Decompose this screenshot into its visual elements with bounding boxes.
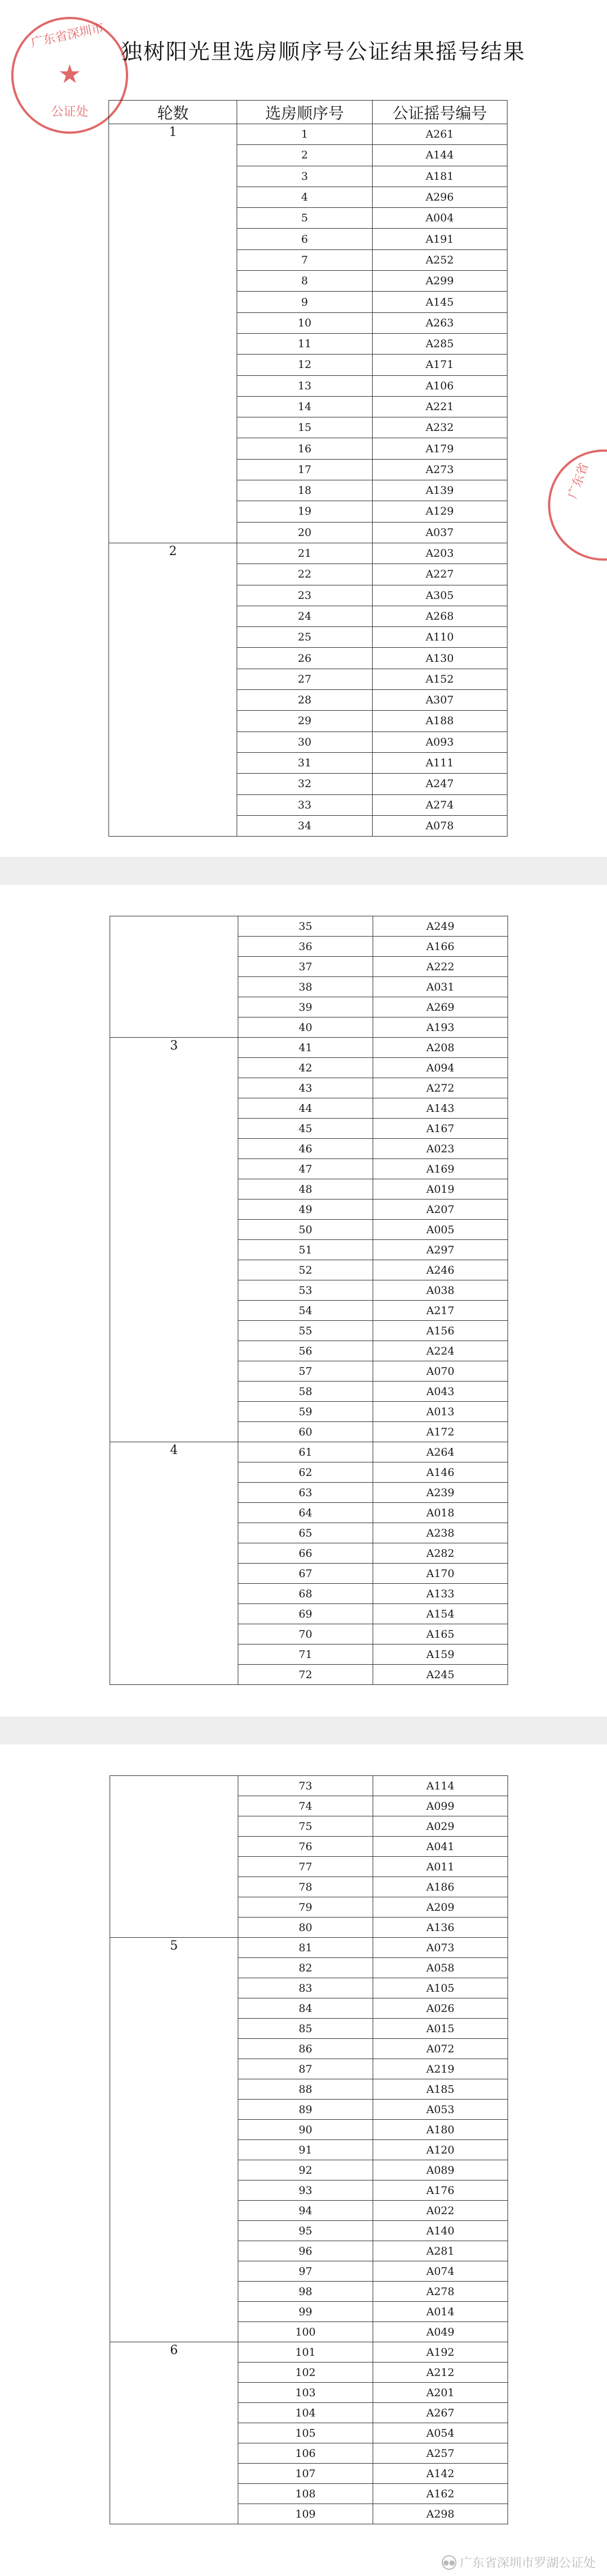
lottery-code-cell: A221 xyxy=(372,396,507,417)
lottery-code-cell: A232 xyxy=(372,417,507,438)
order-number-cell: 26 xyxy=(237,648,372,669)
lottery-code-cell: A207 xyxy=(373,1200,508,1220)
lottery-code-cell: A043 xyxy=(373,1382,508,1402)
order-number-cell: 90 xyxy=(238,2120,373,2140)
order-number-cell: 34 xyxy=(237,815,372,836)
order-number-cell: 18 xyxy=(237,480,372,501)
lottery-code-cell: A094 xyxy=(373,1058,508,1078)
round-cell xyxy=(110,1776,238,1938)
order-number-cell: 92 xyxy=(238,2160,373,2180)
order-number-cell: 13 xyxy=(237,375,372,396)
order-number-cell: 59 xyxy=(238,1402,373,1422)
table-row xyxy=(110,1442,508,1462)
order-number-cell: 95 xyxy=(238,2221,373,2241)
lottery-code-cell: A208 xyxy=(373,1038,508,1058)
order-number-cell: 58 xyxy=(238,1382,373,1402)
order-number-cell: 81 xyxy=(238,1938,373,1958)
lottery-code-cell: A166 xyxy=(373,937,508,957)
lottery-code-cell: A110 xyxy=(372,627,507,648)
lottery-code-cell: A093 xyxy=(372,732,507,752)
order-number-cell: 1 xyxy=(237,124,372,145)
order-number-cell: 55 xyxy=(238,1321,373,1341)
lottery-code-cell: A299 xyxy=(372,271,507,292)
order-number-cell: 14 xyxy=(237,396,372,417)
order-number-cell: 29 xyxy=(237,711,372,732)
lottery-code-cell: A224 xyxy=(373,1341,508,1361)
wechat-watermark xyxy=(442,2554,596,2571)
order-number-cell: 66 xyxy=(238,1543,373,1564)
table-row xyxy=(110,2342,508,2363)
seal-bottom-text: 公证处 xyxy=(51,105,88,119)
lottery-code-cell: A139 xyxy=(372,480,507,501)
lottery-code-cell: A136 xyxy=(373,1918,508,1938)
lottery-code-cell: A238 xyxy=(373,1523,508,1543)
order-number-cell: 22 xyxy=(237,564,372,585)
lottery-code-cell: A031 xyxy=(373,977,508,997)
order-number-cell: 40 xyxy=(238,1017,373,1038)
order-number-cell: 25 xyxy=(237,627,372,648)
lottery-code-cell: A018 xyxy=(373,1503,508,1523)
lottery-code-cell: A252 xyxy=(372,249,507,270)
round-cell xyxy=(110,916,238,1038)
order-number-cell: 78 xyxy=(238,1877,373,1897)
lottery-code-cell: A058 xyxy=(373,1958,508,1978)
lottery-code-cell: A263 xyxy=(372,312,507,333)
order-number-cell: 70 xyxy=(238,1624,373,1644)
lottery-code-cell: A181 xyxy=(372,166,507,187)
lottery-code-cell: A269 xyxy=(373,997,508,1017)
lottery-result-table-page-2 xyxy=(110,916,508,1685)
order-number-cell: 23 xyxy=(237,585,372,606)
order-number-cell: 103 xyxy=(238,2383,373,2403)
lottery-code-cell: A209 xyxy=(373,1897,508,1918)
lottery-code-cell: A179 xyxy=(372,438,507,459)
lottery-code-cell: A120 xyxy=(373,2140,508,2160)
order-number-cell: 84 xyxy=(238,1998,373,2019)
lottery-code-cell: A272 xyxy=(373,1078,508,1098)
table-row xyxy=(110,1038,508,1058)
order-number-cell: 77 xyxy=(238,1857,373,1877)
order-number-cell: 32 xyxy=(237,774,372,794)
order-number-cell: 50 xyxy=(238,1220,373,1240)
lottery-code-cell: A014 xyxy=(373,2302,508,2322)
table-row xyxy=(110,1776,508,1796)
lottery-code-cell: A165 xyxy=(373,1624,508,1644)
lottery-code-cell: A296 xyxy=(372,187,507,207)
order-number-cell: 2 xyxy=(237,145,372,166)
lottery-code-cell: A130 xyxy=(372,648,507,669)
order-number-cell: 47 xyxy=(238,1159,373,1179)
lottery-code-cell: A129 xyxy=(372,501,507,522)
order-number-cell: 93 xyxy=(238,2180,373,2201)
lottery-code-cell: A171 xyxy=(372,355,507,375)
order-number-cell: 6 xyxy=(237,229,372,249)
lottery-code-cell: A142 xyxy=(373,2464,508,2484)
wechat-logo-icon: ●● xyxy=(442,2555,456,2570)
order-number-cell: 79 xyxy=(238,1897,373,1918)
order-number-cell: 52 xyxy=(238,1260,373,1280)
lottery-code-cell: A169 xyxy=(373,1159,508,1179)
lottery-code-cell: A015 xyxy=(373,2019,508,2039)
order-number-cell: 108 xyxy=(238,2484,373,2504)
lottery-code-cell: A192 xyxy=(373,2342,508,2363)
order-number-cell: 7 xyxy=(237,249,372,270)
seal-star-icon: ★ xyxy=(58,58,81,89)
round-cell xyxy=(110,1938,238,2342)
table-row xyxy=(109,124,508,145)
lottery-code-cell: A297 xyxy=(373,1240,508,1260)
lottery-code-cell: A005 xyxy=(373,1220,508,1240)
round-cell xyxy=(109,124,237,543)
order-number-cell: 53 xyxy=(238,1280,373,1301)
order-number-cell: 48 xyxy=(238,1179,373,1200)
round-label: 4 xyxy=(170,1443,178,1457)
order-number-cell: 69 xyxy=(238,1604,373,1624)
lottery-code-cell: A074 xyxy=(373,2261,508,2282)
order-number-cell: 102 xyxy=(238,2363,373,2383)
page-gap xyxy=(0,1716,607,1744)
lottery-code-cell: A152 xyxy=(372,669,507,689)
lottery-code-cell: A267 xyxy=(373,2403,508,2423)
order-number-cell: 56 xyxy=(238,1341,373,1361)
lottery-code-cell: A239 xyxy=(373,1483,508,1503)
order-number-cell: 11 xyxy=(237,333,372,354)
order-number-cell: 33 xyxy=(237,794,372,815)
lottery-code-cell: A041 xyxy=(373,1837,508,1857)
order-number-cell: 42 xyxy=(238,1058,373,1078)
order-number-cell: 76 xyxy=(238,1837,373,1857)
lottery-code-cell: A172 xyxy=(373,1422,508,1442)
lottery-code-cell: A285 xyxy=(372,333,507,354)
order-number-cell: 75 xyxy=(238,1816,373,1837)
lottery-code-cell: A247 xyxy=(372,774,507,794)
lottery-code-cell: A249 xyxy=(373,916,508,937)
order-number-cell: 15 xyxy=(237,417,372,438)
lottery-code-cell: A078 xyxy=(372,815,507,836)
lottery-code-cell: A111 xyxy=(372,752,507,773)
order-number-cell: 83 xyxy=(238,1978,373,1998)
lottery-code-cell: A154 xyxy=(373,1604,508,1624)
lottery-code-cell: A257 xyxy=(373,2443,508,2464)
order-number-cell: 72 xyxy=(238,1665,373,1685)
lottery-code-cell: A264 xyxy=(373,1442,508,1462)
lottery-code-cell: A023 xyxy=(373,1139,508,1159)
order-number-cell: 73 xyxy=(238,1776,373,1796)
page-gap xyxy=(0,857,607,885)
order-number-cell: 17 xyxy=(237,459,372,480)
table-row xyxy=(109,543,508,564)
lottery-code-cell: A176 xyxy=(373,2180,508,2201)
lottery-code-cell: A298 xyxy=(373,2504,508,2524)
order-number-cell: 104 xyxy=(238,2403,373,2423)
lottery-code-cell: A273 xyxy=(372,459,507,480)
lottery-code-cell: A180 xyxy=(373,2120,508,2140)
table-row xyxy=(110,1938,508,1958)
lottery-code-cell: A004 xyxy=(372,208,507,229)
lottery-code-cell: A282 xyxy=(373,1543,508,1564)
lottery-code-cell: A070 xyxy=(373,1361,508,1382)
lottery-code-cell: A274 xyxy=(372,794,507,815)
lottery-code-cell: A170 xyxy=(373,1564,508,1584)
order-number-cell: 9 xyxy=(237,292,372,312)
lottery-code-cell: A159 xyxy=(373,1644,508,1665)
lottery-code-cell: A281 xyxy=(373,2241,508,2261)
order-number-cell: 19 xyxy=(237,501,372,522)
order-number-cell: 3 xyxy=(237,166,372,187)
seal-fragment-text: 广东省 xyxy=(565,461,592,501)
round-label: 5 xyxy=(170,1939,178,1953)
order-number-cell: 105 xyxy=(238,2423,373,2443)
order-number-cell: 45 xyxy=(238,1119,373,1139)
round-label: 3 xyxy=(170,1039,178,1053)
lottery-code-cell: A146 xyxy=(373,1462,508,1483)
lottery-code-cell: A193 xyxy=(373,1017,508,1038)
order-number-cell: 86 xyxy=(238,2039,373,2059)
order-number-cell: 100 xyxy=(238,2322,373,2342)
lottery-code-cell: A268 xyxy=(372,606,507,626)
lottery-code-cell: A246 xyxy=(373,1260,508,1280)
order-number-cell: 39 xyxy=(238,997,373,1017)
lottery-code-cell: A222 xyxy=(373,957,508,977)
watermark-text: 广东省深圳市罗湖公证处 xyxy=(459,2556,596,2570)
order-number-cell: 37 xyxy=(238,957,373,977)
table-row xyxy=(110,916,508,937)
lottery-code-cell: A191 xyxy=(372,229,507,249)
lottery-code-cell: A029 xyxy=(373,1816,508,1837)
lottery-code-cell: A105 xyxy=(373,1978,508,1998)
order-number-cell: 74 xyxy=(238,1796,373,1816)
order-number-cell: 85 xyxy=(238,2019,373,2039)
lottery-code-cell: A186 xyxy=(373,1877,508,1897)
lottery-code-cell: A013 xyxy=(373,1402,508,1422)
order-number-cell: 68 xyxy=(238,1584,373,1604)
lottery-result-table-page-1 xyxy=(108,100,508,837)
order-number-cell: 57 xyxy=(238,1361,373,1382)
lottery-code-cell: A099 xyxy=(373,1796,508,1816)
order-number-cell: 24 xyxy=(237,606,372,626)
lottery-code-cell: A106 xyxy=(372,375,507,396)
lottery-code-cell: A019 xyxy=(373,1179,508,1200)
lottery-code-cell: A049 xyxy=(373,2322,508,2342)
order-number-cell: 67 xyxy=(238,1564,373,1584)
lottery-code-cell: A053 xyxy=(373,2100,508,2120)
round-cell xyxy=(110,2342,238,2524)
order-number-cell: 82 xyxy=(238,1958,373,1978)
lottery-code-cell: A219 xyxy=(373,2059,508,2079)
order-number-cell: 36 xyxy=(238,937,373,957)
order-number-cell: 5 xyxy=(237,208,372,229)
round-label: 2 xyxy=(169,544,177,558)
lottery-code-cell: A144 xyxy=(372,145,507,166)
header-round: 轮数 xyxy=(109,101,237,124)
order-number-cell: 43 xyxy=(238,1078,373,1098)
lottery-code-cell: A145 xyxy=(372,292,507,312)
lottery-code-cell: A227 xyxy=(372,564,507,585)
order-number-cell: 31 xyxy=(237,752,372,773)
lottery-code-cell: A185 xyxy=(373,2079,508,2100)
order-number-cell: 87 xyxy=(238,2059,373,2079)
order-number-cell: 4 xyxy=(237,187,372,207)
order-number-cell: 61 xyxy=(238,1442,373,1462)
round-cell xyxy=(109,543,237,836)
order-number-cell: 94 xyxy=(238,2201,373,2221)
order-number-cell: 46 xyxy=(238,1139,373,1159)
order-number-cell: 62 xyxy=(238,1462,373,1483)
lottery-code-cell: A278 xyxy=(373,2282,508,2302)
lottery-code-cell: A026 xyxy=(373,1998,508,2019)
order-number-cell: 80 xyxy=(238,1918,373,1938)
seal-arc-text: 广东省深圳市 xyxy=(29,21,106,51)
order-number-cell: 60 xyxy=(238,1422,373,1442)
order-number-cell: 71 xyxy=(238,1644,373,1665)
order-number-cell: 101 xyxy=(238,2342,373,2363)
lottery-result-table-page-3 xyxy=(110,1775,508,2524)
order-number-cell: 88 xyxy=(238,2079,373,2100)
order-number-cell: 97 xyxy=(238,2261,373,2282)
order-number-cell: 54 xyxy=(238,1301,373,1321)
lottery-code-cell: A114 xyxy=(373,1776,508,1796)
order-number-cell: 21 xyxy=(237,543,372,564)
order-number-cell: 16 xyxy=(237,438,372,459)
lottery-code-cell: A089 xyxy=(373,2160,508,2180)
lottery-code-cell: A054 xyxy=(373,2423,508,2443)
order-number-cell: 8 xyxy=(237,271,372,292)
round-label xyxy=(110,1776,238,1777)
order-number-cell: 107 xyxy=(238,2464,373,2484)
lottery-code-cell: A143 xyxy=(373,1098,508,1119)
lottery-code-cell: A261 xyxy=(372,124,507,145)
header-code: 公证摇号编号 xyxy=(372,101,507,124)
order-number-cell: 27 xyxy=(237,669,372,689)
lottery-code-cell: A203 xyxy=(372,543,507,564)
order-number-cell: 99 xyxy=(238,2302,373,2322)
lottery-code-cell: A245 xyxy=(373,1665,508,1685)
order-number-cell: 63 xyxy=(238,1483,373,1503)
lottery-code-cell: A162 xyxy=(373,2484,508,2504)
lottery-code-cell: A217 xyxy=(373,1301,508,1321)
order-number-cell: 51 xyxy=(238,1240,373,1260)
round-label: 6 xyxy=(170,2343,178,2357)
round-label xyxy=(110,916,238,917)
round-cell xyxy=(110,1038,238,1442)
lottery-code-cell: A188 xyxy=(372,711,507,732)
round-label: 1 xyxy=(169,125,177,139)
lottery-code-cell: A307 xyxy=(372,690,507,711)
lottery-code-cell: A037 xyxy=(372,522,507,543)
lottery-code-cell: A072 xyxy=(373,2039,508,2059)
lottery-code-cell: A167 xyxy=(373,1119,508,1139)
lottery-code-cell: A212 xyxy=(373,2363,508,2383)
order-number-cell: 12 xyxy=(237,355,372,375)
lottery-code-cell: A201 xyxy=(373,2383,508,2403)
lottery-code-cell: A038 xyxy=(373,1280,508,1301)
order-number-cell: 64 xyxy=(238,1503,373,1523)
document-title: 独树阳光里选房顺序号公证结果摇号结果 xyxy=(120,39,526,64)
order-number-cell: 20 xyxy=(237,522,372,543)
lottery-code-cell: A022 xyxy=(373,2201,508,2221)
order-number-cell: 41 xyxy=(238,1038,373,1058)
order-number-cell: 49 xyxy=(238,1200,373,1220)
order-number-cell: 91 xyxy=(238,2140,373,2160)
lottery-code-cell: A011 xyxy=(373,1857,508,1877)
order-number-cell: 28 xyxy=(237,690,372,711)
order-number-cell: 44 xyxy=(238,1098,373,1119)
order-number-cell: 38 xyxy=(238,977,373,997)
table-header-row xyxy=(109,101,508,124)
lottery-code-cell: A140 xyxy=(373,2221,508,2241)
lottery-code-cell: A305 xyxy=(372,585,507,606)
order-number-cell: 109 xyxy=(238,2504,373,2524)
order-number-cell: 106 xyxy=(238,2443,373,2464)
lottery-code-cell: A156 xyxy=(373,1321,508,1341)
order-number-cell: 96 xyxy=(238,2241,373,2261)
order-number-cell: 98 xyxy=(238,2282,373,2302)
order-number-cell: 10 xyxy=(237,312,372,333)
order-number-cell: 35 xyxy=(238,916,373,937)
lottery-code-cell: A073 xyxy=(373,1938,508,1958)
round-cell xyxy=(110,1442,238,1685)
lottery-code-cell: A133 xyxy=(373,1584,508,1604)
order-number-cell: 65 xyxy=(238,1523,373,1543)
order-number-cell: 30 xyxy=(237,732,372,752)
header-order: 选房顺序号 xyxy=(237,101,372,124)
order-number-cell: 89 xyxy=(238,2100,373,2120)
